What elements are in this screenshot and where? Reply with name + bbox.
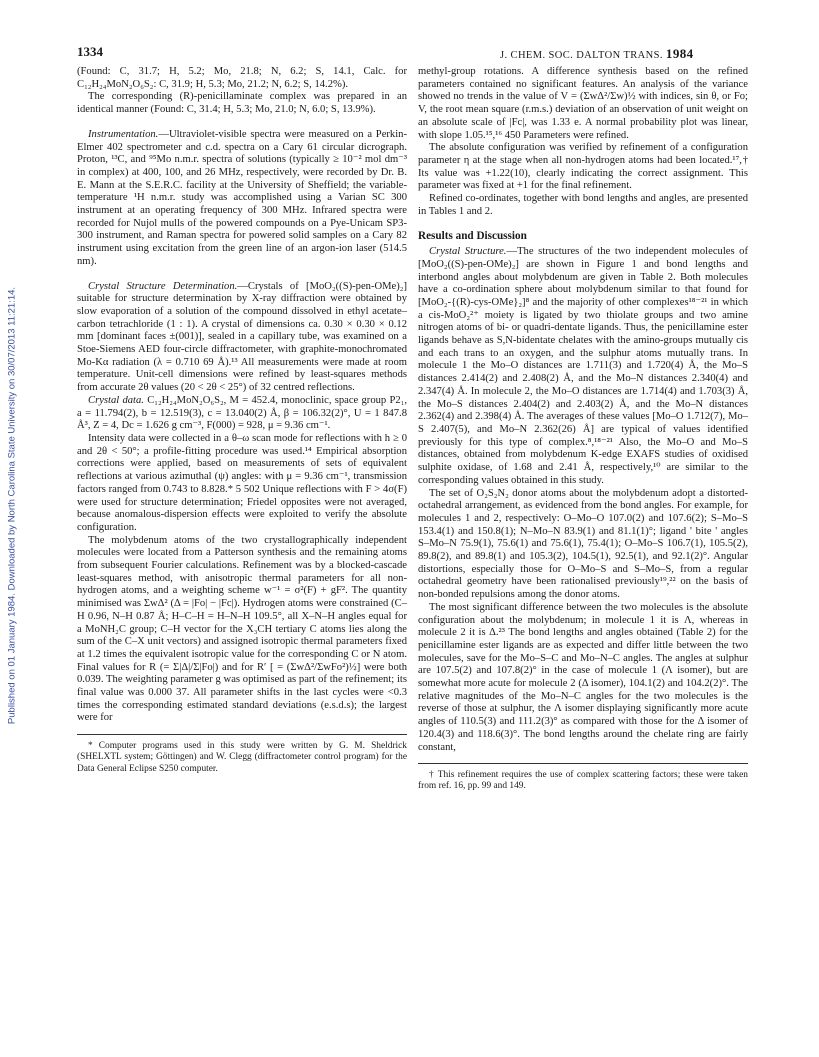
structure-determination-heading: Crystal Structure Determination. (88, 280, 238, 292)
crystal-structure-body: —The structures of the two independent molecules of [MoO₂((S)-pen-OMe)₂] are shown in Figure 1 and bond lengths and interbond angles about molybdenum are given in Table 2. Both molecules have a co-ordination sphere about molybdenum similar to that found for [MoO₂-{(R)-cys-OMe}₂]⁸ and the majority of other complexes¹⁸⁻²¹ in which a cis-MoO₂²⁺ moiety is ligated by two thiolate groups and two amine nitrogen atoms of bi- or quadri-dentate ligands. Thus, the penicillamine ester ligands behave as S,N-bidentate chelates with the amino-groups mutually cis and each trans to an oxygen, and the sulphur atoms mutually trans. In molecule 1 the Mo–O distances are 1.711(3) and 1.720(4) Å, the Mo–S distances 2.414(2) and 2.408(2) Å, and the Mo–N distances 2.340(4) and 2.347(4) Å. In molecule 2, the Mo–O distances are 1.714(4) and 1.703(3) Å, the Mo–S distances 2.404(2) and 2.403(2) Å, and the Mo–N distances 2.362(4) and 2.398(4) Å. The averages of these values [Mo–O 1.712(7), Mo–S 2.407(5), and Mo–N 2.362(26) Å] are typical of values identified previously for this type of complex.⁸,¹⁸⁻²¹ Also, the Mo–O and Mo–S distances, obtained from molybdenum K-edge EXAFS studies of oxidised sulphite oxidase, of 1.68 and 2.41 Å, respectively,¹⁰ are similar to the corresponding values obtained in this study. (418, 246, 748, 486)
crystal-data-heading: Crystal data. (88, 394, 144, 406)
paragraph-difference-synthesis: methyl-group rotations. A difference synthesis based on the refined parameters contained no significant features. An analysis of the variance showed no trends in the value of V = (ΣwΔ²/Σw)½ with indices, sin θ, or Fo; V, the root mean square (r.m.s.) deviation of an observation of unit weight on an absolute scale of |Fc|, was 1.33 e. A normal probability plot was linear, with slope 1.05.¹⁵,¹⁶ 450 Parameters were refined. (418, 66, 748, 141)
paragraph-donor-set: The set of O₂S₂N₂ donor atoms about the molybdenum adopt a distorted-octahedral arrangement, as evidenced from the bond angles. For example, for molecules 1 and 2, respectively: O–Mo–O 107.0(2) and 107.6(2); S–Mo–S 153.4(1) and 150.8(1); N–Mo–N 83.9(1) and 81.1(1)°; ligand ' bite ' angles S–Mo–N 75.9(1), 75.6(1) and 75.6(1), 75.4(1); O–Mo–S 106.7(1), 105.5(2), 89.8(2), and 89.8(1) and 105.3(2), 104.5(1), 92.5(1), and 92.1(2)°. Angular distortions, especially those for O–Mo–S and S–Mo–S, from a regular octahedral geometry have been rationalised previously¹⁹,²² on the basis of non-bonded repulsions among the donor atoms. (418, 487, 748, 601)
paragraph-refinement: The molybdenum atoms of the two crystallographically independent molecules were located from a Patterson synthesis and the remaining atoms from subsequent Fourier calculations. Refinement was by a blocked-cascade least-squares method, with anisotropic thermal parameters for all non-hydrogen atoms, and a weighting scheme w⁻¹ = σ²(F) + gF². The quantity minimised was ΣwΔ² (Δ = |Fo| − |Fc|). Hydrogen atoms were constrained (C–H 0.96, N–H 0.87 Å; H–C–H = H–N–H 109.5°, all X–N–H angles equal for a MoNH₂C group; C–H vector for the X₃CH tertiary C atoms lies along the sum of the C–X unit vectors) and assigned isotropic thermal parameters fixed at 1.2 times the equivalent isotropic value for the corresponding C or N atom. Final values for R (= Σ|Δ|/Σ|Fo|) and for R′ [ = (ΣwΔ²/ΣwFo²)½] were both 0.039. The weighting parameter g was optimised as part of the refinement; its final value was 0.000 37. All parameter shifts in the last cycles were <0.3 times the corresponding estimated standard deviations (e.s.d.s); the largest were for (77, 534, 407, 724)
instrumentation-body: —Ultraviolet-visible spectra were measured on a Perkin-Elmer 402 spectrometer and c.d. spectra on a Cary 61 circular dicrograph. Proton, ¹³C, and ⁹⁵Mo n.m.r. spectra of solutions (typically ≥ 10⁻² mol dm⁻³ in complex) at 400, 100, and 26 MHz, respectively, were recorded by Dr. B. E. Mann at the S.E.R.C. facility at the University of Sheffield; the variable-temperature ¹H n.m.r. study was accomplished using a Varian SC 300 instrument at an operating frequency of 300 MHz. Infrared spectra were recorded for Nujol mulls of the powered compounds on a Pye-Unicam SP3-300 instrument, and Raman spectra for powered solid samples on a Cary 82 instrument using excitation from the green line of an argon-ion laser (514.5 nm). (77, 128, 407, 267)
paragraph-structure-determination (77, 281, 407, 395)
footnote-programs: * Computer programs used in this study were written by G. M. Sheldrick (SHELXTL system; Göttingen) and W. Clegg (diffractometer control program) for the Data General Eclipse S250 computer. (77, 741, 407, 774)
running-header (500, 46, 694, 62)
paragraph-crystal-data (77, 395, 407, 433)
paragraph-coordinates: Refined co-ordinates, together with bond lengths and angles, are presented in Tables 1 and 2. (418, 193, 748, 217)
footnote-divider (77, 734, 407, 735)
left-column (77, 66, 407, 775)
right-column (418, 66, 748, 793)
paragraph-intensity: Intensity data were collected in a θ–ω scan mode for reflections with h ≥ 0 and 2θ < 50°; a profile-fitting procedure was used.¹⁴ Empirical absorption corrections were applied, based on measurements of sets of equivalent reflections at various azimuthal (ψ) angles: with μ = 9.36 cm⁻¹, transmission factors ranged from 0.743 to 8.828.* 5 502 Unique reflections with F > 4σ(F) were used for structure determination; Friedel opposites were not averaged, because anomalous-dispersion effects were exploited to verify the absolute configuration. (77, 432, 407, 533)
footnote-scattering: † This refinement requires the use of complex scattering factors; these were taken from ref. 16, pp. 99 and 149. (418, 770, 748, 792)
paragraph-crystal-structure (418, 246, 748, 487)
paragraph-analysis: (Found: C, 31.7; H, 5.2; Mo, 21.8; N, 6.2; S, 14.1, Calc. for C₁₂H₂₄MoN₂O₆S₂: C, 31.9; H, 5.3; Mo, 21.2; N, 6.2; S, 14.2%). (77, 66, 407, 90)
download-watermark: Published on 01 January 1984. Downloaded by North Carolina State University on 30/07/2013 11:21:14. (6, 286, 18, 725)
journal-name: J. CHEM. SOC. DALTON TRANS. (500, 50, 663, 61)
footnote-divider (418, 763, 748, 764)
paragraph-instrumentation (77, 129, 407, 269)
instrumentation-heading: Instrumentation. (88, 128, 159, 140)
page-number: 1334 (77, 44, 103, 59)
paragraph-penicillaminate: The corresponding (R)-penicillaminate complex was prepared in an identical manner (Found: C, 31.4; H, 5.3; Mo, 21.0; N, 6.0; S, 13.9%). (77, 91, 407, 116)
paragraph-absolute-configuration: The absolute configuration was verified by refinement of a configuration parameter η at the stage when all non-hydrogen atoms had been located.¹⁷,† Its value was +1.22(10), clearly indicating the correct assignment. This parameter was fixed at +1 for the final refinement. (418, 142, 748, 192)
crystal-data-body: C₁₂H₂₄MoN₂O₆S₂, M = 452.4, monoclinic, space group P2₁, a = 11.794(2), b = 12.519(3), c = 13.040(2) Å, β = 106.32(2)°, U = 1 847.8 Å³, Z = 4, Dc = 1.626 g cm⁻³, F(000) = 928, μ = 9.36 cm⁻¹. (77, 394, 407, 432)
section-heading: Results and Discussion (418, 230, 527, 243)
structure-determination-body: —Crystals of [MoO₂((S)-pen-OMe)₂] suitable for structure determination by X-ray diffraction were obtained by slow evaporation of a solution of the compound dissolved in ethyl acetate–carbon tetrachloride (1 : 1). A crystal of dimensions ca. 0.30 × 0.30 × 0.12 mm [dominant faces ±(001)], sealed in a capillary tube, was examined on a Stoe-Siemens AED four-circle diffractometer, with graphite-monochromated Mo-Kα radiation (λ = 0.710 69 Å).¹³ All measurements were made at room temperature. Unit-cell dimensions were refined by least-squares methods from accurate 2θ values (20 < 2θ < 25°) of 32 centred reflections. (77, 280, 407, 394)
journal-year: 1984 (665, 46, 694, 61)
paragraph-molecule-difference: The most significant difference between the two molecules is the absolute configuration about the molybdenum; in molecule 1 it is Λ, whereas in molecule 2 it is Δ.²³ The bond lengths and angles obtained (Table 2) for the penicillamine ester ligands are as expected and differ little between the two molecules, save for the Mo–S–C and Mo–N–C angles. The angles at sulphur are 107.5(2) and 107.8(2)° in the case of molecule 1 (Λ isomer), but are somewhat more acute for molecule 2 (Δ isomer), 104.1(2) and 104.2(2)°. The relative magnitudes of the Mo–N–C angles for the two molecules is the reverse of those at sulphur, the Λ isomer displaying significantly more acute angles of 110.5(3) and 111.2(3)° as compared with those for the Δ isomer of 120.4(3) and 118.6(3)°. The bond lengths around the chelate ring are fairly constant, (418, 601, 748, 753)
crystal-structure-heading: Crystal Structure. (429, 246, 507, 258)
